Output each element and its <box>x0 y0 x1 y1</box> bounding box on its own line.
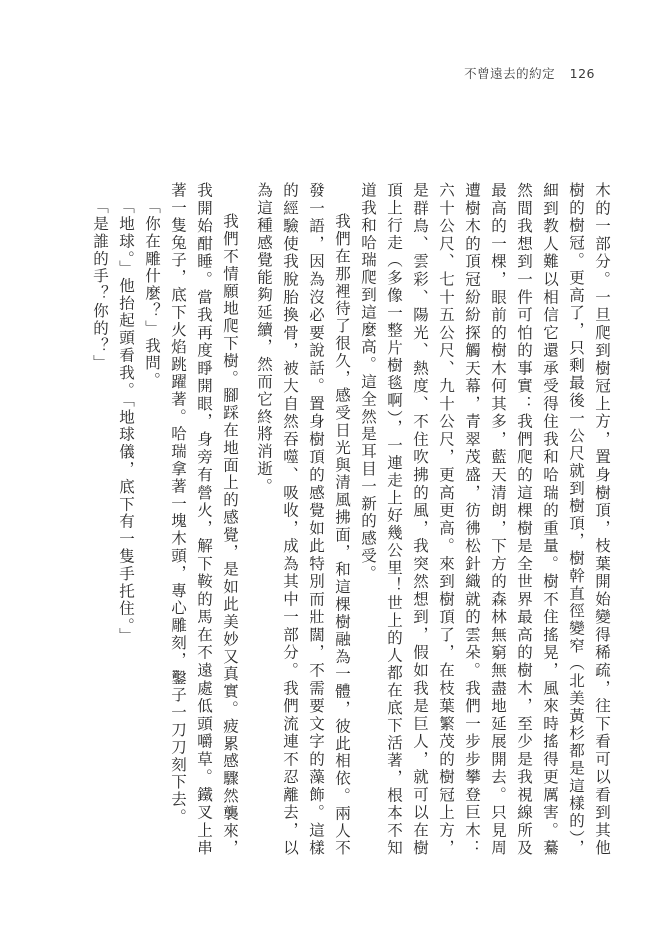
book-title: 不曾遠去的約定 <box>464 66 556 81</box>
dialog-line-question: 「你在雕什麼？」我問。 <box>143 197 161 389</box>
paragraph-climb-down: 我們不情願地爬下樹。腳踩在地面上的感覺，是如此美妙又真實。疲累感驟然襲來，我開始酣睡。當我再度睜開眼，身旁有營火，解下鞍的馬在不遠處低頭嚼草。鐵叉上串著一隻兔子，底下火焰跳躍著。哈瑞拿著一塊木頭，專心雕刻，鑿子一刀刀刻下去。 <box>169 182 239 857</box>
body-text <box>59 182 615 857</box>
dialog-line-hand: 「是誰的手？你的？」 <box>91 197 109 372</box>
paragraph-treetop: 我們在那裡待了很久，感受日光與清風拂面，和這棵樹融為一體，彼此相依。兩人不發一語，因為沒必要說話。置身樹頂的感覺如此特別而壯闊，不需要文字的藻飾。這樣的經驗使我脫胎換骨，被大自然吞噬、吸收，成為其中一部分。我們流連不忍離去，以為這種感覺能夠延續，然而它終將消逝。 <box>255 182 351 857</box>
paragraph-continuation: 木的一部分。一旦爬到樹冠上方，置身樹頂，枝葉開始變得稀疏，往下看可以看到其他樹的樹冠。更高了，只剩最後一公尺就到樹頂，樹幹直徑變窄（北美黃杉都是這樣的），細到教人難以相信它還承受得住我和哈瑞的重量。樹不住搖晃，風來時搖得更厲害。驀然間我想到一件可怕的事實：我們爬的這棵樹是全世界最高的樹木，至少是我視線所及最高的一棵，眼前的樹木何其多，藍天清朗，下方的森林無窮無盡地延展開去。只見周遭樹木的頂冠紛紛探觸天幕，青翠茂盛，彷彿松針織就的雲朵。我們一步步攀登巨木：六十公尺、七十五公尺、九十公尺，更高更高。來到樹頂了，在枝葉繁茂的樹冠上方，是群鳥、雲彩、陽光、熱度、不住吹拂的風，我突然想到，假如我是巨人，就可以在樹頂上行走（多像一整片樹毯啊），一連走上好幾公里！世上的人都在底下活著，根本不知道我和哈瑞爬到這麼高。這全然是耳目一新的感受。 <box>359 182 611 857</box>
page-number: 126 <box>569 66 595 81</box>
dialog-line-globe: 「地球。」他抬起頭看我。「地球儀，底下有一隻手托住。」 <box>117 197 135 645</box>
page-header <box>464 64 595 82</box>
